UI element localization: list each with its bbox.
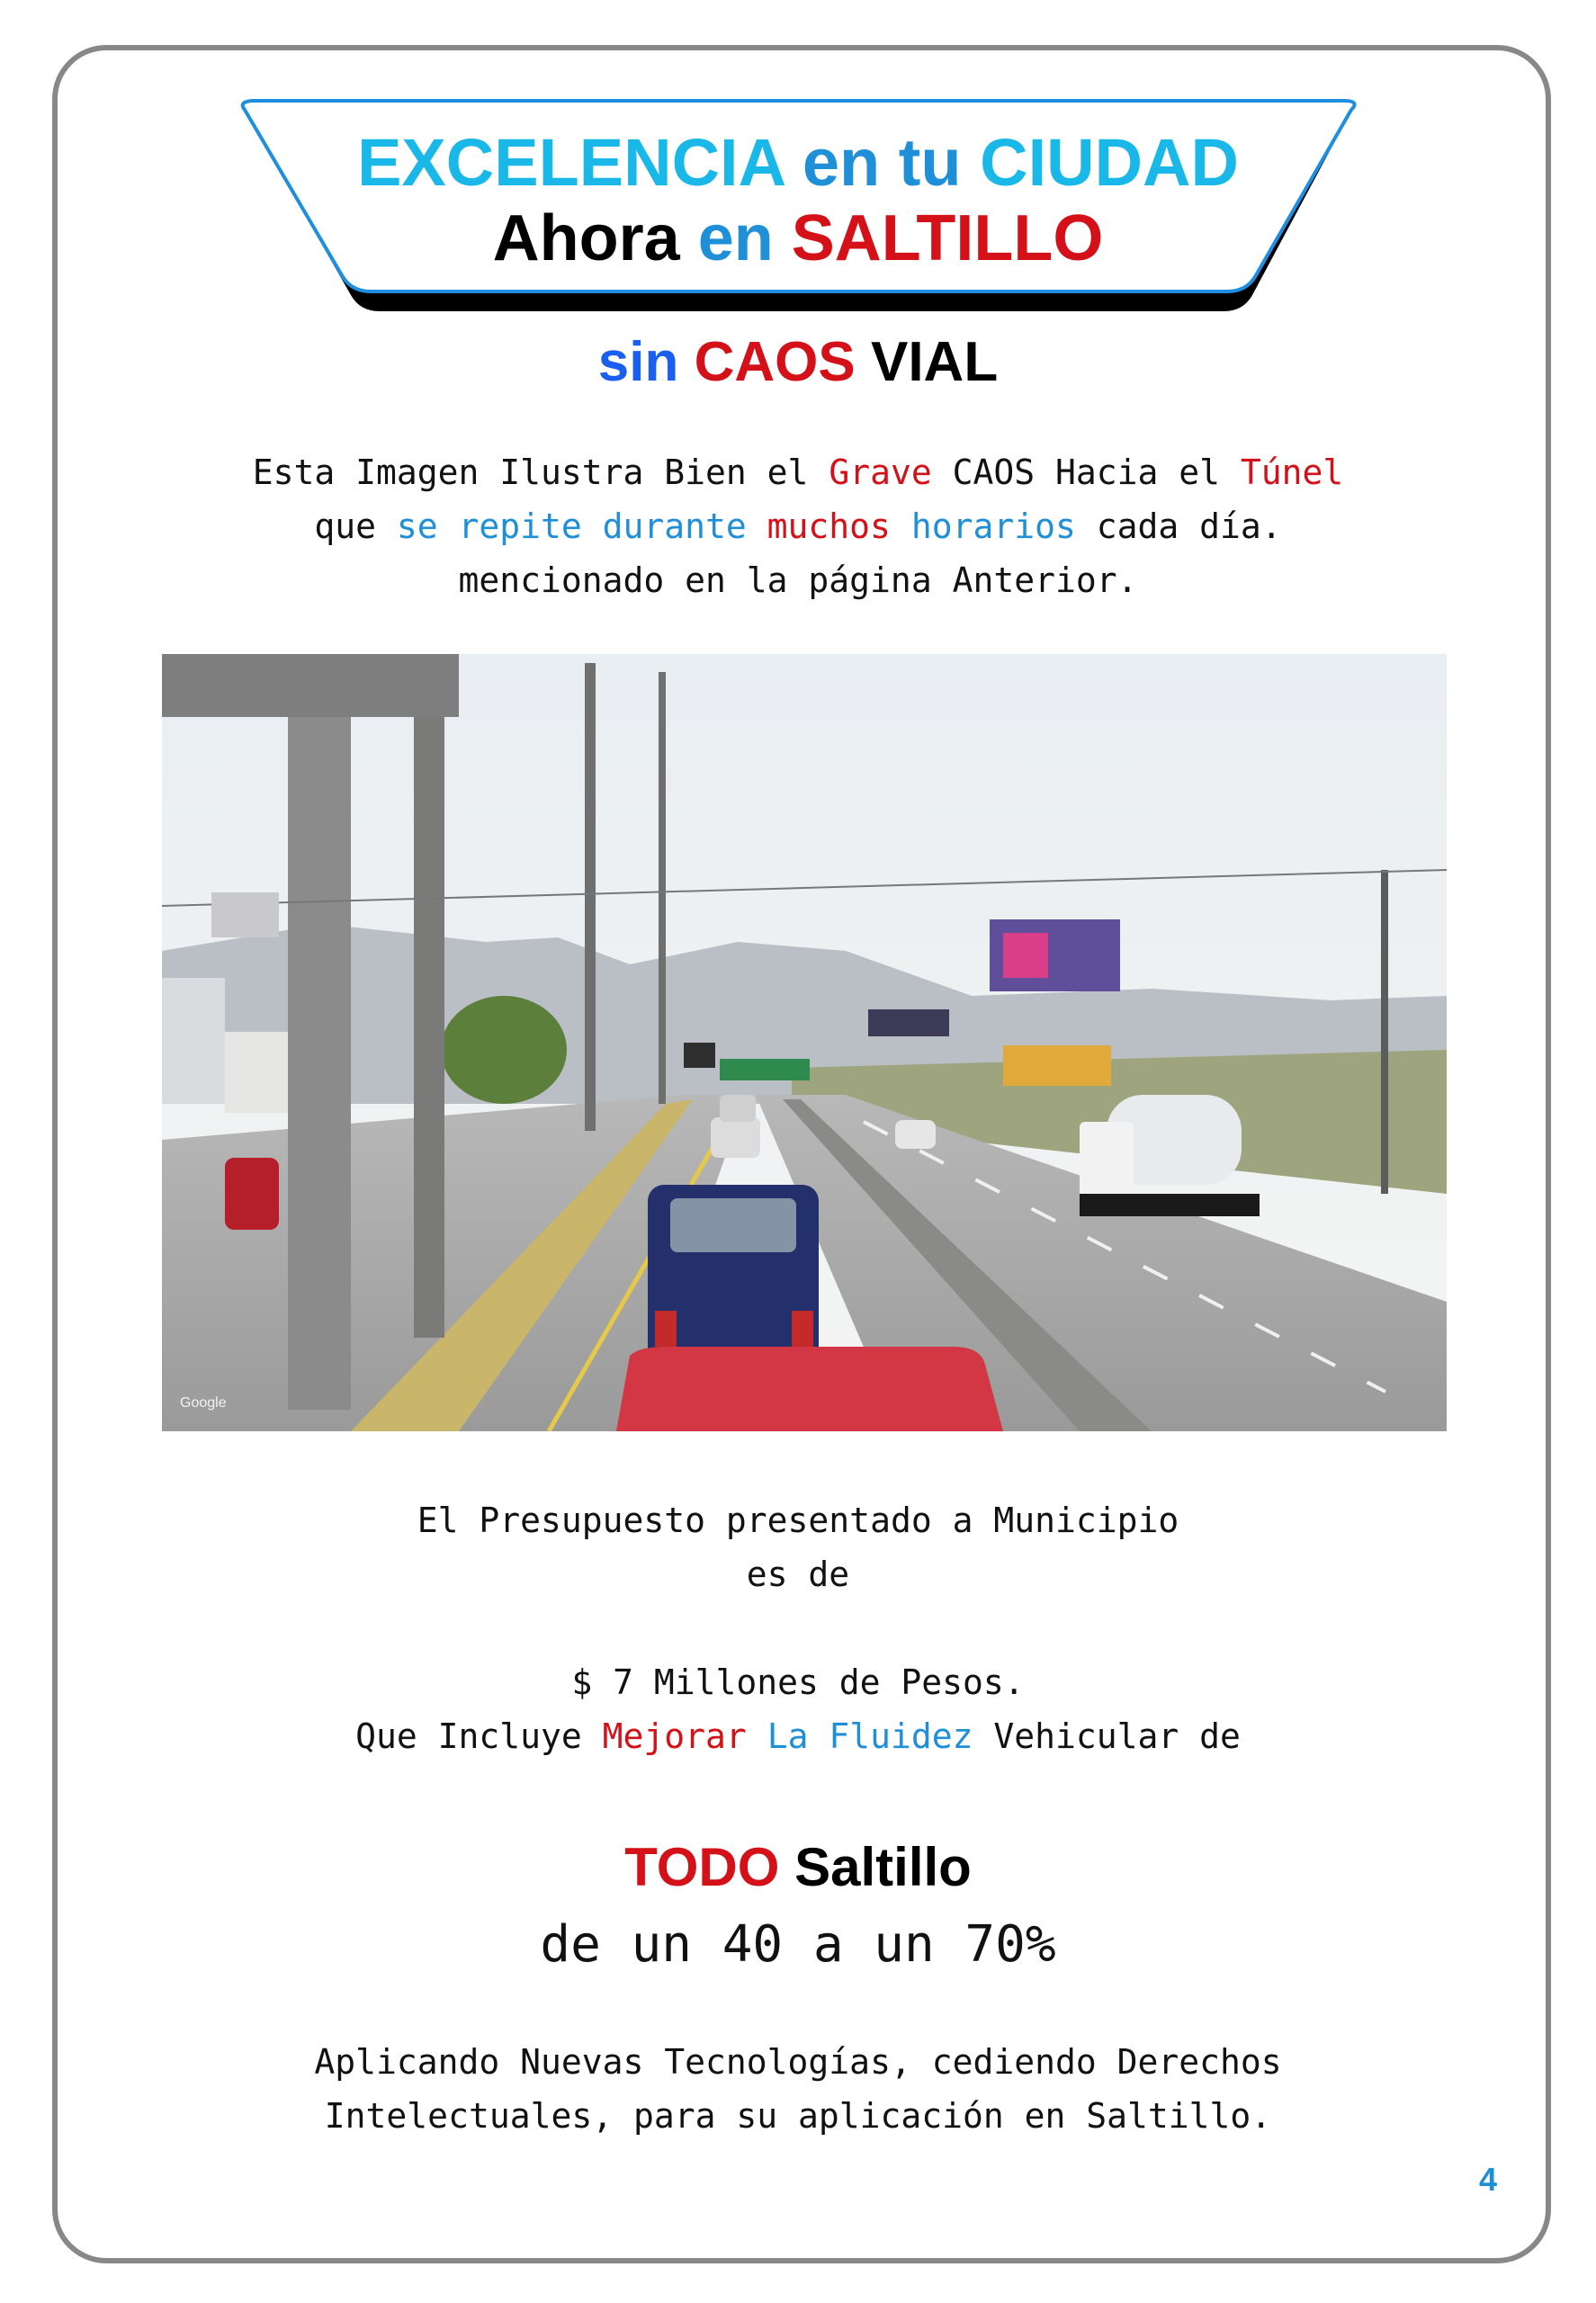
budget-paragraph: [0, 1493, 1596, 1763]
header-word-excelencia: EXCELENCIA: [357, 125, 802, 200]
budget-line-4: [0, 1709, 1596, 1763]
intro-text: [891, 506, 911, 546]
budget-text: Vehicular de: [973, 1716, 1241, 1756]
intro-text: Esta Imagen Ilustra Bien el: [252, 453, 829, 492]
google-watermark: Google: [180, 1395, 227, 1411]
closing-line-1: Aplicando Nuevas Tecnologías, cediendo Derechos: [314, 2042, 1282, 2082]
budget-line-2: es de: [746, 1555, 850, 1594]
subtitle-sin: sin: [597, 331, 695, 393]
budget-mejorar: Mejorar: [602, 1716, 747, 1756]
intro-line-2: [0, 499, 1596, 553]
subtitle: [0, 328, 1596, 397]
intro-text: CAOS Hacia el: [931, 453, 1241, 492]
saltillo-word: Saltillo: [779, 1837, 972, 1897]
header-word-en-tu: en tu: [802, 125, 981, 200]
budget-la-fluidez: La Fluidez: [767, 1716, 973, 1756]
closing-line-2: Intelectuales, para su aplicación en Saltillo.: [324, 2096, 1272, 2136]
budget-line-1: El Presupuesto presentado a Municipio: [417, 1501, 1179, 1540]
intro-se-repite: se repite durante: [396, 506, 767, 546]
intro-muchos: muchos: [767, 506, 891, 546]
intro-horarios: horarios: [910, 506, 1076, 546]
budget-amount: $ 7 Millones de Pesos.: [571, 1662, 1025, 1702]
page-number: 4: [1478, 2161, 1497, 2198]
todo-word: TODO: [624, 1837, 780, 1897]
header-word-ciudad: CIUDAD: [980, 125, 1239, 200]
budget-text: Que Incluye: [355, 1716, 603, 1756]
intro-line-3: mencionado en la página Anterior.: [458, 560, 1138, 600]
header-word-en: en: [697, 202, 792, 274]
header-line-1: [236, 124, 1360, 202]
intro-text: que: [314, 506, 397, 546]
header-line-2: [236, 200, 1360, 277]
intro-line-1: [0, 445, 1596, 499]
intro-paragraph: [0, 445, 1596, 607]
intro-grave: Grave: [829, 453, 932, 492]
header-banner: [236, 99, 1360, 315]
traffic-photo-illustration: [162, 654, 1447, 1431]
closing-paragraph: [0, 2035, 1596, 2143]
header-word-saltillo: SALTILLO: [791, 202, 1104, 274]
header-word-ahora: Ahora: [492, 202, 698, 274]
subtitle-caos: CAOS: [694, 331, 871, 393]
improvement-percent: de un 40 a un 70%: [540, 1915, 1056, 1974]
budget-text: [747, 1716, 767, 1756]
intro-text: cada día.: [1075, 506, 1282, 546]
todo-saltillo-heading: [0, 1833, 1596, 1902]
budget-spacer: [0, 1601, 1596, 1655]
traffic-photo: [162, 654, 1447, 1431]
subtitle-vial: VIAL: [870, 331, 999, 393]
intro-tunel: Túnel: [1240, 453, 1344, 492]
